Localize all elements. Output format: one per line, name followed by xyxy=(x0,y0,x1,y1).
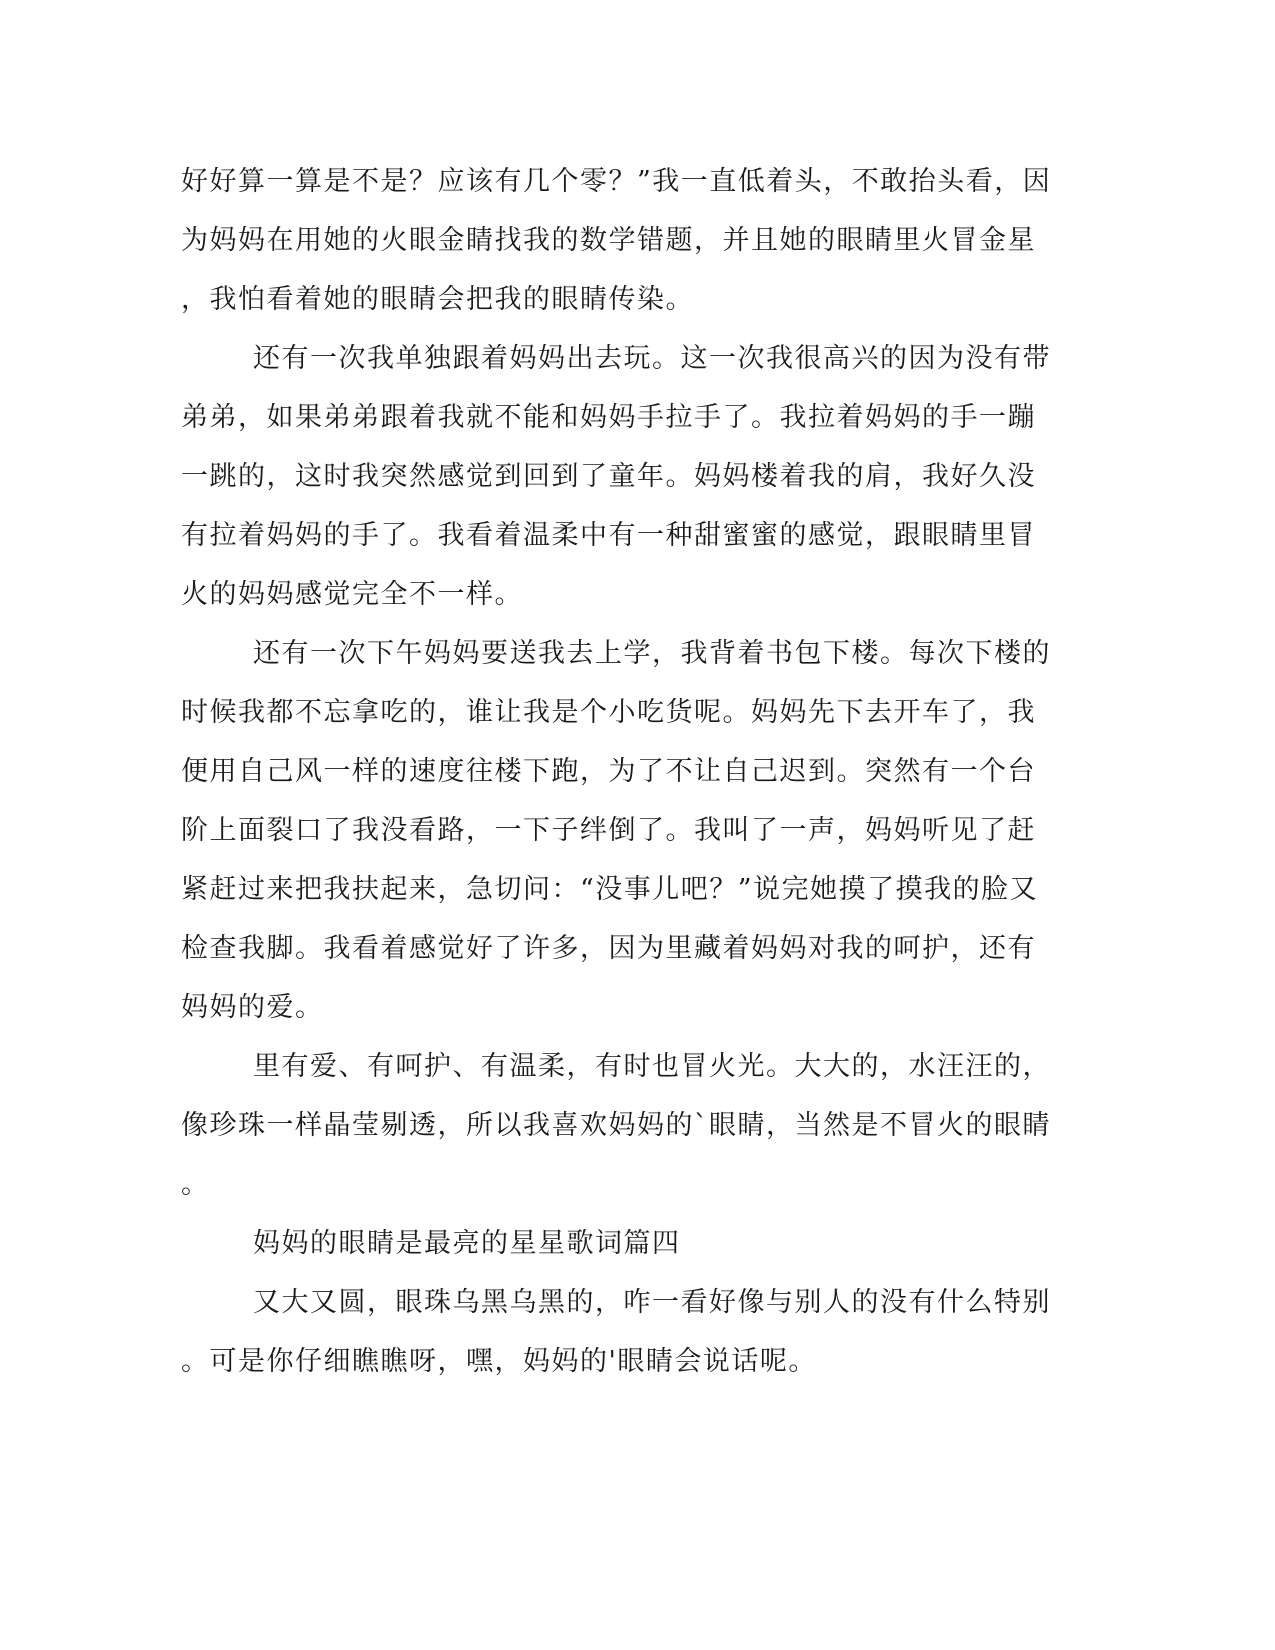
text-line: 检查我脚。我看着感觉好了许多，因为里藏着妈妈对我的呵护，还有 xyxy=(181,933,1036,964)
text-line: 。可是你仔细瞧瞧呀，嘿，妈妈的'眼睛会说话呢。 xyxy=(181,1346,817,1377)
text-line: 。 xyxy=(181,1169,210,1200)
text-line: 好好算一算是不是？应该有几个零？”我一直低着头，不敢抬头看，因 xyxy=(181,166,1052,197)
text-line: 火的妈妈感觉完全不一样。 xyxy=(181,579,523,610)
text-line: 紧赶过来把我扶起来，急切问：“没事儿吧？”说完她摸了摸我的脸又 xyxy=(181,874,1039,905)
text-line: 妈妈的爱。 xyxy=(181,992,324,1023)
paragraph-start-line: 还有一次下午妈妈要送我去上学，我背着书包下楼。每次下楼的 xyxy=(253,638,1051,669)
paragraph-start-line: 还有一次我单独跟着妈妈出去玩。这一次我很高兴的因为没有带 xyxy=(253,343,1051,374)
section-heading: 妈妈的眼睛是最亮的星星歌词篇四 xyxy=(253,1228,681,1259)
text-line: 有拉着妈妈的手了。我看着温柔中有一种甜蜜蜜的感觉，跟眼睛里冒 xyxy=(181,520,1036,551)
text-line: 阶上面裂口了我没看路，一下子绊倒了。我叫了一声，妈妈听见了赶 xyxy=(181,815,1036,846)
text-line: 像珍珠一样晶莹剔透，所以我喜欢妈妈的`眼睛，当然是不冒火的眼睛 xyxy=(181,1110,1051,1141)
text-line: 为妈妈在用她的火眼金睛找我的数学错题，并且她的眼睛里火冒金星 xyxy=(181,225,1036,256)
text-line: 弟弟，如果弟弟跟着我就不能和妈妈手拉手了。我拉着妈妈的手一蹦 xyxy=(181,402,1036,433)
text-line: 便用自己风一样的速度往楼下跑，为了不让自己迟到。突然有一个台 xyxy=(181,756,1036,787)
document-body xyxy=(181,152,1052,1391)
paragraph-start-line: 又大又圆，眼珠乌黑乌黑的，咋一看好像与别人的没有什么特别 xyxy=(253,1287,1051,1318)
text-line: ，我怕看着她的眼睛会把我的眼睛传染。 xyxy=(181,284,694,315)
text-line: 时候我都不忘拿吃的，谁让我是个小吃货呢。妈妈先下去开车了，我 xyxy=(181,697,1036,728)
paragraph-start-line: 里有爱、有呵护、有温柔，有时也冒火光。大大的，水汪汪的， xyxy=(253,1051,1051,1082)
text-line: 一跳的，这时我突然感觉到回到了童年。妈妈楼着我的肩，我好久没 xyxy=(181,461,1036,492)
